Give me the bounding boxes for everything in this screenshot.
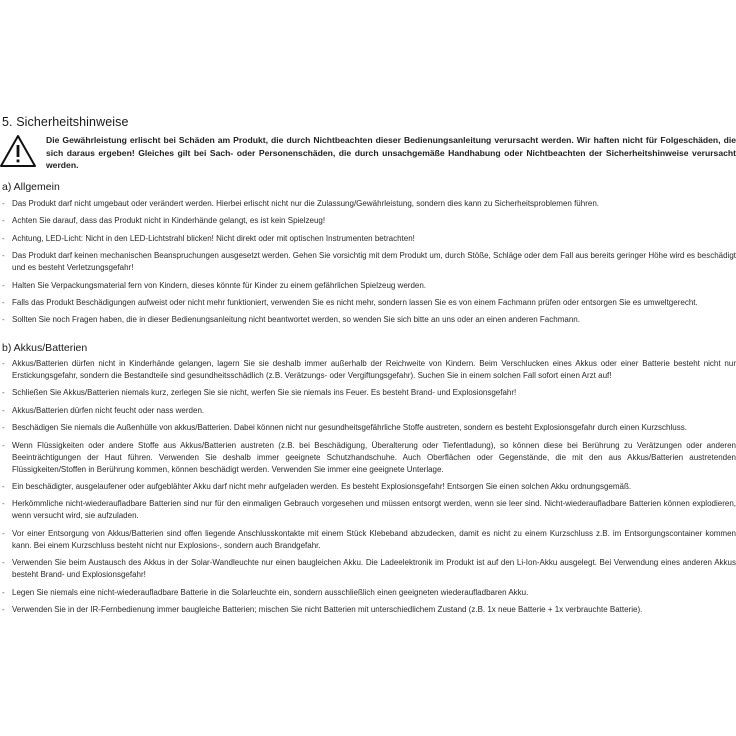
list-item [0, 481, 736, 493]
list-item [0, 587, 736, 599]
list-item [0, 387, 736, 399]
section-b-title: b) Akkus/Batterien [2, 342, 88, 354]
section-b-list [0, 358, 736, 621]
list-item-text: Wenn Flüssigkeiten oder andere Stoffe aus Akkus/Batterien austreten (z.B. bei Beschädigung, Überalterung oder Tiefentladung), so können diese bei Berührung zu Verätzungen oder anderen Beeinträchtigungen der Haut führen. Verwenden Sie deshalb immer geeignete Schutzhandschuhe. Auch Oberflächen oder Gegenstände, die mit den aus Akkus/Batterien austretenden Flüssigkeiten/Stoffen in Berührung kommen, können beschädigt werden. Verwenden Sie immer eine geeignete Unterlage. [12, 440, 736, 474]
bullet-marker: - [2, 499, 5, 509]
list-item [0, 358, 736, 382]
bullet-marker: - [2, 405, 5, 415]
bullet-marker: - [2, 388, 5, 398]
list-item [0, 528, 736, 552]
list-item [0, 250, 736, 274]
list-item [0, 215, 736, 227]
list-item [0, 314, 736, 326]
list-item [0, 405, 736, 417]
bullet-marker: - [2, 359, 5, 368]
bullet-marker: - [2, 481, 5, 491]
list-item-text: Legen Sie niemals eine nicht-wiederaufladbare Batterie in die Solarleuchte ein, sondern ausschließlich einen geeigneten wiederaufladbaren Akku. [12, 587, 529, 597]
list-item [0, 498, 736, 522]
list-item [0, 198, 736, 210]
bullet-marker: - [2, 280, 5, 290]
list-item-text: Verwenden Sie in der IR-Fernbedienung immer baugleiche Batterien; mischen Sie nicht Batterien mit unterschiedlichem Zustand (z.B. 1x neue Batterie + 1x verbrauchte Batterie). [12, 604, 643, 614]
bullet-marker: - [2, 233, 5, 243]
bullet-marker: - [2, 558, 5, 568]
list-item-text: Achten Sie darauf, dass das Produkt nicht in Kinderhände gelangt, es ist kein Spielzeug! [12, 216, 326, 226]
list-item [0, 604, 736, 616]
bullet-marker: - [2, 604, 5, 614]
bullet-marker: - [2, 423, 5, 433]
list-item-text: Akkus/Batterien dürfen nicht feucht oder nass werden. [12, 405, 205, 415]
list-item-text: Herkömmliche nicht-wiederaufladbare Batterien sind nur für den einmaligen Gebrauch vorgesehen und müssen entsorgt werden, wenn sie leer sind. Nicht-wiederaufladbare Batterien können explodieren, wenn versucht wird, sie aufzuladen. [12, 499, 736, 521]
list-item-text: Achtung, LED-Licht: Nicht in den LED-Lichtstrahl blicken! Nicht direkt oder mit optischen Instrumenten betrachten! [12, 233, 415, 243]
list-item [0, 422, 736, 434]
list-item-text: Vor einer Entsorgung von Akkus/Batterien sind offen liegende Anschlusskontakte mit einem Stück Klebeband abzudecken, damit es nicht zu einem Kurzschluss z.B. im Entsorgungscontainer kommen kann. Bei einem Kurzschluss besteht nicht nur Explosions-, sondern auch Brandgefahr. [12, 528, 736, 550]
list-item-text: Ein beschädigter, ausgelaufener oder aufgeblähter Akku darf nicht mehr aufgeladen werden. Es besteht Explosionsgefahr! Entsorgen Sie einen solchen Akku ordnungsgemäß. [12, 481, 632, 491]
list-item [0, 557, 736, 581]
bullet-marker: - [2, 440, 5, 450]
list-item [0, 233, 736, 245]
list-item-text: Verwenden Sie beim Austausch des Akkus in der Solar-Wandleuchte nur einen baugleichen Akku. Die Ladeelektronik im Produkt ist auf den Li-Ion-Akku ausgelegt. Bei Verwendung eines anderen Akkus besteht Brand- und Explosionsgefahr! [12, 558, 736, 580]
warning-triangle-icon [0, 133, 44, 169]
bullet-marker: - [2, 315, 5, 325]
bullet-marker: - [2, 251, 5, 261]
section-a-list [0, 198, 736, 332]
list-item-text: Akkus/Batterien dürfen nicht in Kinderhände gelangen, lagern Sie sie deshalb immer außerhalb der Reichweite von Kindern. Beim Verschlucken eines Akkus oder einer Batterie besteht nicht nur Erstickungsgefahr, sondern die Bestandteile sind gesundheitsschädlich (z.B. Verätzungs- oder Vergiftungsgefahr). Suchen Sie in einem solchen Fall sofort einen Arzt auf! [12, 359, 736, 380]
bullet-marker: - [2, 297, 5, 307]
list-item-text: Sollten Sie noch Fragen haben, die in dieser Bedienungsanleitung nicht beantwortet werden, so wenden Sie sich bitte an uns oder an einen anderen Fachmann. [12, 315, 580, 325]
list-item-text: Beschädigen Sie niemals die Außenhülle von akkus/Batterien. Dabei können nicht nur gesundheitsgefährliche Stoffe austreten, sondern es besteht Explosionsgefahr durch einen Kurzschluss. [12, 423, 687, 433]
bullet-marker: - [2, 216, 5, 226]
list-item-text: Das Produkt darf nicht umgebaut oder verändert werden. Hierbei erlischt nicht nur die Zulassung/Gewährleistung, sondern dies kann zu Sicherheitsproblemen führen. [12, 199, 599, 208]
bullet-marker: - [2, 199, 5, 208]
list-item-text: Schließen Sie Akkus/Batterien niemals kurz, zerlegen Sie sie nicht, werfen Sie sie niemals ins Feuer. Es besteht Brand- und Explosionsgefahr! [12, 388, 517, 398]
list-item-text: Falls das Produkt Beschädigungen aufweist oder nicht mehr funktioniert, verwenden Sie es nicht mehr, sondern lassen Sie es von einem Fachmann prüfen oder entsorgen Sie es umweltgerecht. [12, 297, 698, 307]
list-item-text: Das Produkt darf keinen mechanischen Beanspruchungen ausgesetzt werden. Gehen Sie vorsichtig mit dem Produkt um, durch Stöße, Schläge oder dem Fall aus bereits geringer Höhe wird es beschädigt und es besteht Verletzungsgefahr! [12, 251, 736, 273]
section-title: 5. Sicherheitshinweise [2, 115, 129, 129]
bullet-marker: - [2, 528, 5, 538]
warning-text: Die Gewährleistung erlischt bei Schäden am Produkt, die durch Nichtbeachten dieser Bedienungsanleitung verursacht werden. Wir haften nicht für Folgeschäden, die sich daraus ergeben! Gleiches gilt bei Sach- oder Personenschäden, die durch unsachgemäße Handhabung oder Nichtbeachten der Sicherheitshinweise verursacht werden. [46, 135, 736, 170]
list-item [0, 280, 736, 292]
list-item [0, 440, 736, 476]
list-item [0, 297, 736, 309]
bullet-marker: - [2, 587, 5, 597]
list-item-text: Halten Sie Verpackungsmaterial fern von Kindern, dieses könnte für Kinder zu einem gefährlichen Spielzeug werden. [12, 280, 427, 290]
section-a-title: a) Allgemein [2, 181, 60, 193]
